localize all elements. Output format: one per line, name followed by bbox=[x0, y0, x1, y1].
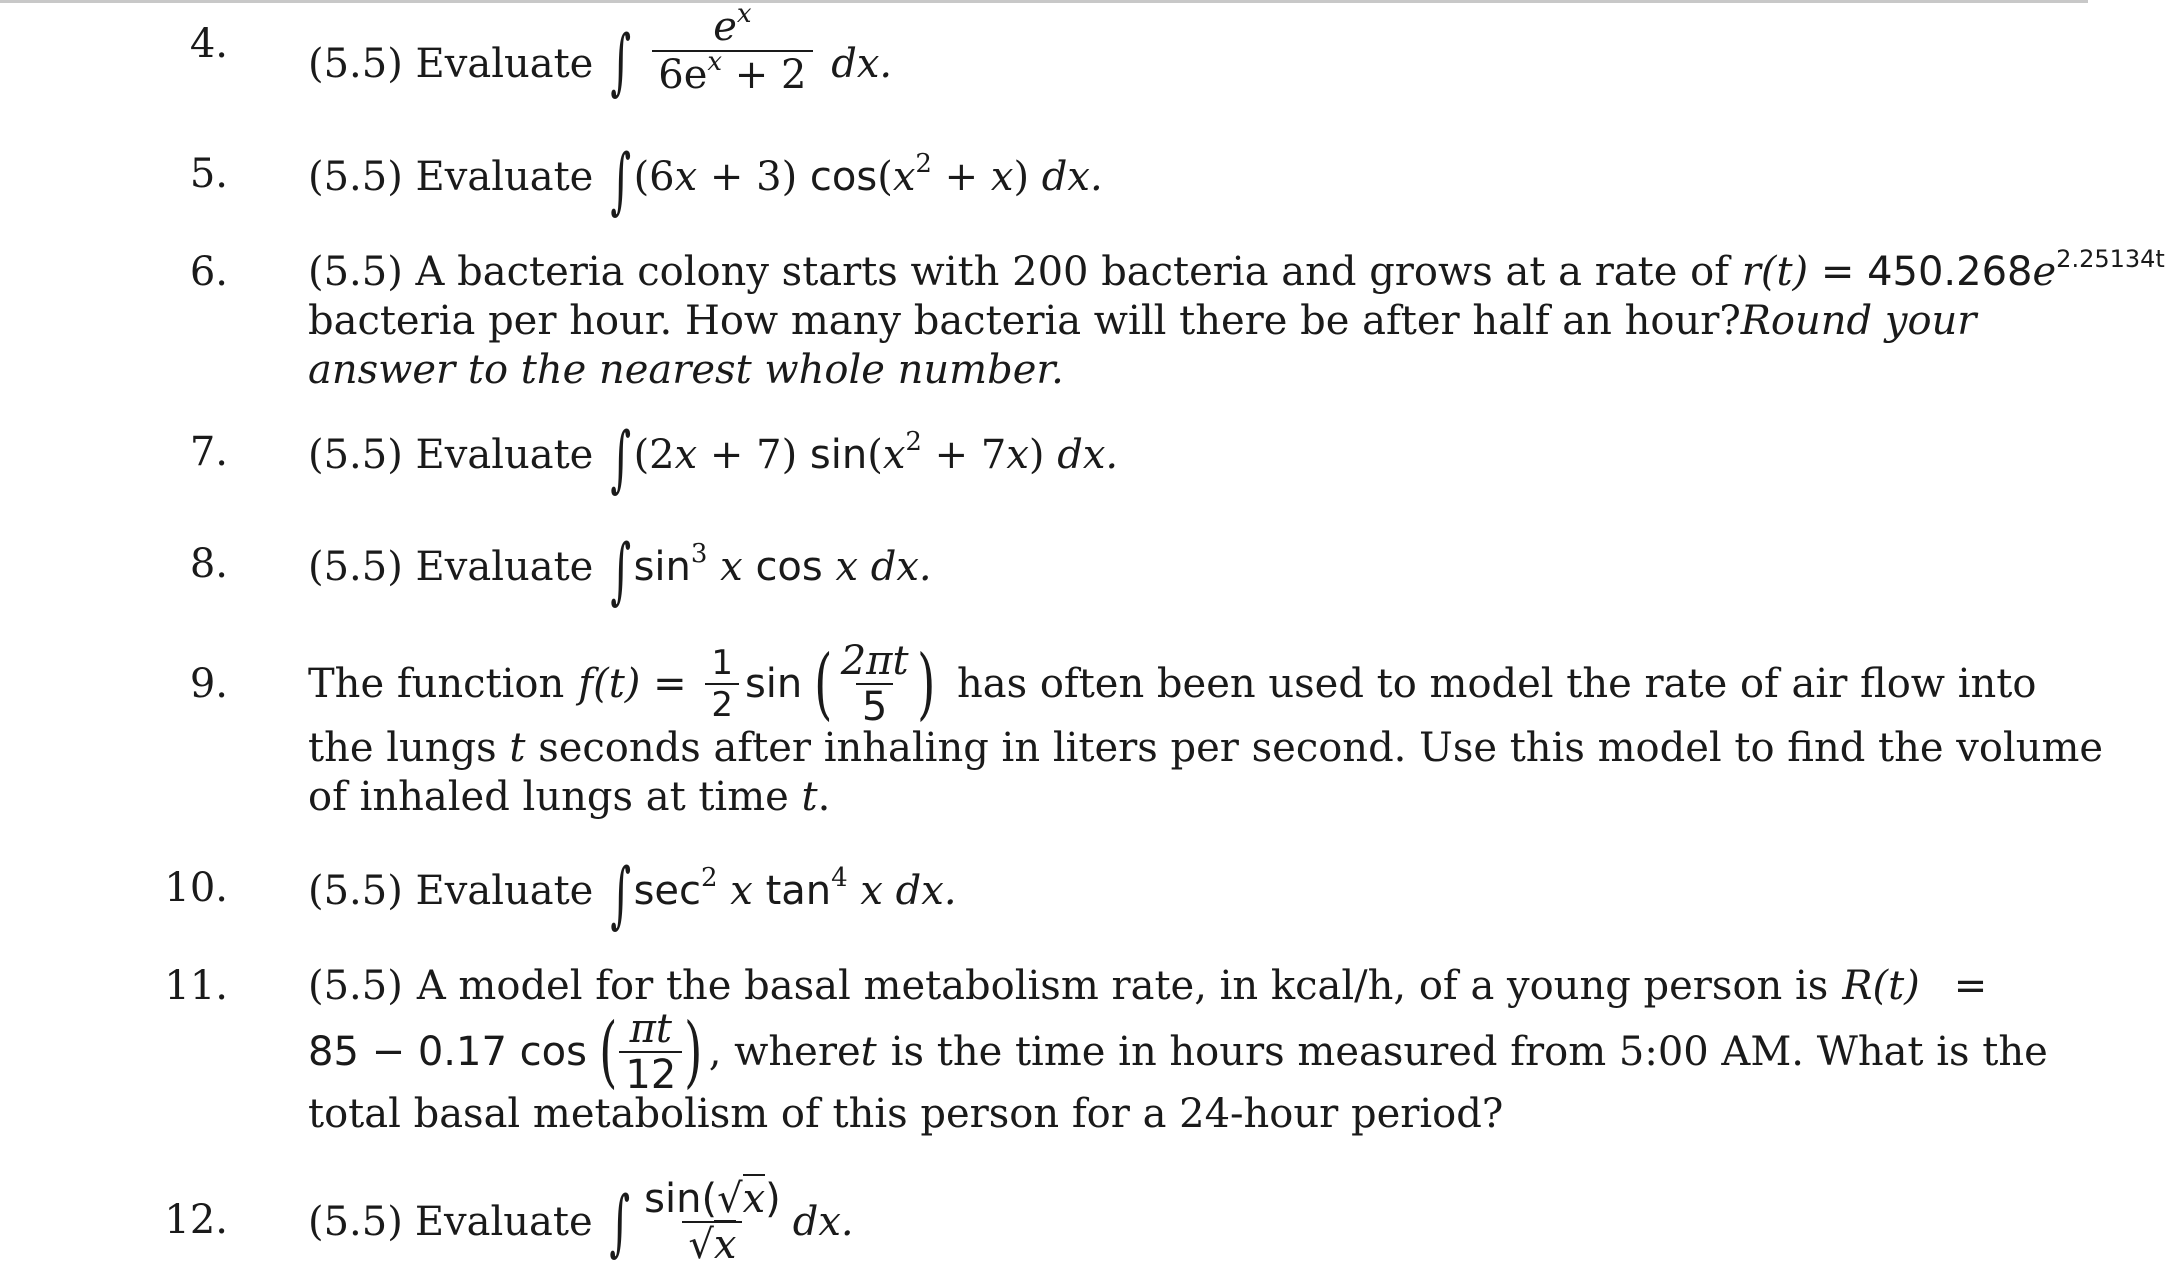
integral-sign-icon: ∫ bbox=[609, 1180, 630, 1264]
problem-number: 8. bbox=[189, 541, 228, 587]
argument-fraction: $\frac{2\pi t}{5}$ bbox=[840, 638, 909, 730]
points: (5.5) bbox=[308, 154, 403, 200]
verb: Evaluate bbox=[415, 41, 594, 87]
function-name: f(t) bbox=[578, 661, 641, 707]
problem-number: 10. bbox=[164, 865, 228, 911]
instruction-text: answer to the nearest whole number. bbox=[308, 347, 1064, 393]
problem-number: 5. bbox=[189, 151, 228, 197]
expression: (2x + 7) $\sin(x^2 + 7x)$ dx. bbox=[633, 427, 1119, 478]
points: (5.5) bbox=[308, 249, 403, 295]
problem-text: the lungs t seconds after inhaling in liters per second. Use this model to find the volume bbox=[308, 725, 2104, 771]
problem-text: A bacteria colony starts with 200 bacteria and grows at a rate of bbox=[415, 249, 1730, 295]
problem-text: The function bbox=[308, 661, 565, 707]
right-paren-icon: ) bbox=[684, 1007, 703, 1097]
problem-number: 4. bbox=[189, 21, 228, 67]
verb: Evaluate bbox=[415, 432, 594, 478]
points: (5.5) bbox=[308, 544, 403, 590]
integral-sign-icon: ∫ bbox=[610, 528, 632, 612]
instruction-text: Round your bbox=[1740, 298, 1977, 344]
problem-number: 9. bbox=[189, 661, 228, 707]
differential: dx. bbox=[792, 1199, 854, 1245]
left-paren-icon: ( bbox=[599, 1007, 618, 1097]
verb: Evaluate bbox=[415, 868, 594, 914]
integrand-fraction: $\frac{e^x}{6e^x + 2}$ bbox=[652, 4, 812, 98]
problem-number: 7. bbox=[189, 429, 228, 475]
rate-function: R(t) = bbox=[1842, 963, 1988, 1009]
left-paren-icon: ( bbox=[814, 639, 833, 729]
problem-number: 6. bbox=[189, 249, 228, 295]
problem-text: total basal metabolism of this person for a 24-hour period? bbox=[308, 1091, 1504, 1137]
expression: (6x + 3) $\cos(x^2 + x)$ dx. bbox=[633, 149, 1103, 200]
expression: $\sin^3 x$ cos x dx. bbox=[633, 539, 932, 590]
half-fraction: $\frac{1}{2}$ bbox=[705, 643, 739, 725]
problem-text: has often been used to model the rate of air flow into bbox=[956, 661, 2037, 707]
argument-fraction: $\frac{\pi t}{12}$ bbox=[619, 1007, 682, 1097]
integral-sign-icon: ∫ bbox=[610, 852, 632, 936]
problem-text: A model for the basal metabolism rate, in kcal/h, of a young person is bbox=[416, 963, 1829, 1009]
integrand-fraction: $\frac{\sin(√x)}{√x}$ bbox=[644, 1176, 781, 1268]
points: (5.5) bbox=[308, 41, 403, 87]
integral-sign-icon: ∫ bbox=[610, 19, 632, 103]
problem-number: 12. bbox=[164, 1197, 228, 1243]
top-border bbox=[0, 0, 2088, 3]
verb: Evaluate bbox=[415, 544, 594, 590]
problem-number: 11. bbox=[164, 963, 228, 1009]
expression: $\sec^2 x$ $\tan^4 x$ dx. bbox=[633, 863, 957, 914]
integral-sign-icon: ∫ bbox=[610, 416, 632, 500]
problem-text: of inhaled lungs at time t. bbox=[308, 774, 831, 820]
problem-text: , where t is the time in hours measured from 5:00 AM. What is the bbox=[708, 1029, 2048, 1075]
points: (5.5) bbox=[308, 432, 403, 478]
points: (5.5) bbox=[308, 963, 403, 1009]
points: (5.5) bbox=[308, 868, 403, 914]
verb: Evaluate bbox=[414, 1199, 593, 1245]
points: (5.5) bbox=[308, 1199, 403, 1245]
sqrt-icon: √x bbox=[717, 1176, 766, 1222]
rate-function: r(t) bbox=[1741, 249, 1809, 295]
right-paren-icon: ) bbox=[916, 639, 935, 729]
differential: dx. bbox=[831, 41, 893, 87]
problem-text: bacteria per hour. How many bacteria will there be after half an hour? bbox=[308, 298, 1741, 344]
sqrt-icon: √x bbox=[688, 1222, 737, 1268]
constant-term: 85 − 0.17 bbox=[308, 1029, 520, 1075]
integral-sign-icon: ∫ bbox=[610, 138, 632, 222]
verb: Evaluate bbox=[415, 154, 594, 200]
